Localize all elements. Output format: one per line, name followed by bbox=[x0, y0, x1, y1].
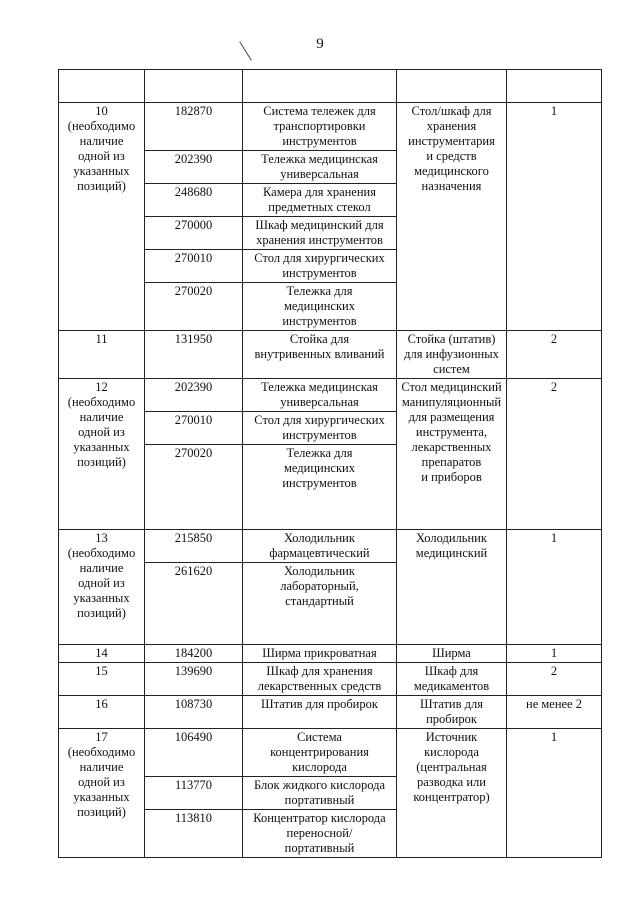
equipment-cell: Источник кислорода (центральная разводка или концентратор) bbox=[397, 729, 507, 858]
name-cell: Холодильник лабораторный, стандартный bbox=[243, 563, 397, 645]
row-number-cell: 16 bbox=[59, 696, 145, 729]
name-cell: Тележка для медицинских инструментов bbox=[243, 283, 397, 331]
name-cell: Тележка медицинская универсальная bbox=[243, 379, 397, 412]
row-number-cell: 17 (необходимо наличие одной из указанных позиций) bbox=[59, 729, 145, 858]
equipment-cell: Шкаф для медикаментов bbox=[397, 663, 507, 696]
table-row bbox=[59, 331, 602, 379]
name-cell: Система концентрирования кислорода bbox=[243, 729, 397, 777]
equipment-cell: Ширма bbox=[397, 645, 507, 663]
row-number-cell: 14 bbox=[59, 645, 145, 663]
code-cell: 270020 bbox=[145, 283, 243, 331]
name-cell: Шкаф для хранения лекарственных средств bbox=[243, 663, 397, 696]
code-cell: 139690 bbox=[145, 663, 243, 696]
name-cell: Камера для хранения предметных стекол bbox=[243, 184, 397, 217]
code-cell: 270010 bbox=[145, 250, 243, 283]
name-cell: Штатив для пробирок bbox=[243, 696, 397, 729]
row-number-cell: 10 (необходимо наличие одной из указанных позиций) bbox=[59, 103, 145, 331]
table-row bbox=[59, 530, 602, 563]
quantity-cell: 2 bbox=[507, 663, 602, 696]
name-cell: Холодильник фармацевтический bbox=[243, 530, 397, 563]
row-number-cell: 12 (необходимо наличие одной из указанных позиций) bbox=[59, 379, 145, 530]
code-cell: 131950 bbox=[145, 331, 243, 379]
code-cell: 106490 bbox=[145, 729, 243, 777]
code-cell: 202390 bbox=[145, 379, 243, 412]
code-cell: 248680 bbox=[145, 184, 243, 217]
page-number: 9 bbox=[316, 36, 324, 52]
code-cell: 270010 bbox=[145, 412, 243, 445]
code-cell: 270020 bbox=[145, 445, 243, 530]
table-row bbox=[59, 696, 602, 729]
table-row bbox=[59, 379, 602, 412]
name-cell: Стол для хирургических инструментов bbox=[243, 412, 397, 445]
code-cell: 113770 bbox=[145, 777, 243, 810]
header-cell-quantity bbox=[507, 70, 602, 103]
name-cell: Тележка медицинская универсальная bbox=[243, 151, 397, 184]
header-cell-code bbox=[145, 70, 243, 103]
name-cell: Стол для хирургических инструментов bbox=[243, 250, 397, 283]
quantity-cell: 2 bbox=[507, 331, 602, 379]
name-cell: Стойка для внутривенных вливаний bbox=[243, 331, 397, 379]
header-cell-number bbox=[59, 70, 145, 103]
quantity-cell: не менее 2 bbox=[507, 696, 602, 729]
name-cell: Тележка для медицинских инструментов bbox=[243, 445, 397, 530]
table-row bbox=[59, 103, 602, 151]
code-cell: 108730 bbox=[145, 696, 243, 729]
table-row bbox=[59, 663, 602, 696]
code-cell: 215850 bbox=[145, 530, 243, 563]
code-cell: 270000 bbox=[145, 217, 243, 250]
code-cell: 202390 bbox=[145, 151, 243, 184]
equipment-cell: Холодильник медицинский bbox=[397, 530, 507, 645]
equipment-cell: Стол медицинский манипуляционный для размещения инструмента, лекарственных препаратов и приборов bbox=[397, 379, 507, 530]
row-number-cell: 15 bbox=[59, 663, 145, 696]
code-cell: 261620 bbox=[145, 563, 243, 645]
name-cell: Блок жидкого кислорода портативный bbox=[243, 777, 397, 810]
code-cell: 113810 bbox=[145, 810, 243, 858]
name-cell: Система тележек для транспортировки инструментов bbox=[243, 103, 397, 151]
table-row bbox=[59, 729, 602, 777]
quantity-cell: 1 bbox=[507, 530, 602, 645]
quantity-cell: 1 bbox=[507, 729, 602, 858]
table-row bbox=[59, 645, 602, 663]
table-header-row bbox=[59, 70, 602, 103]
equipment-cell: Стол/шкаф для хранения инструментария и средств медицинского назначения bbox=[397, 103, 507, 331]
name-cell: Шкаф медицинский для хранения инструментов bbox=[243, 217, 397, 250]
row-number-cell: 11 bbox=[59, 331, 145, 379]
equipment-cell: Стойка (штатив) для инфузионных систем bbox=[397, 331, 507, 379]
name-cell: Ширма прикроватная bbox=[243, 645, 397, 663]
equipment-cell: Штатив для пробирок bbox=[397, 696, 507, 729]
equipment-table bbox=[58, 69, 602, 858]
quantity-cell: 2 bbox=[507, 379, 602, 530]
row-number-cell: 13 (необходимо наличие одной из указанных позиций) bbox=[59, 530, 145, 645]
header-cell-name bbox=[243, 70, 397, 103]
code-cell: 184200 bbox=[145, 645, 243, 663]
header-cell-equipment bbox=[397, 70, 507, 103]
name-cell: Концентратор кислорода переносной/ портативный bbox=[243, 810, 397, 858]
code-cell: 182870 bbox=[145, 103, 243, 151]
quantity-cell: 1 bbox=[507, 103, 602, 331]
quantity-cell: 1 bbox=[507, 645, 602, 663]
